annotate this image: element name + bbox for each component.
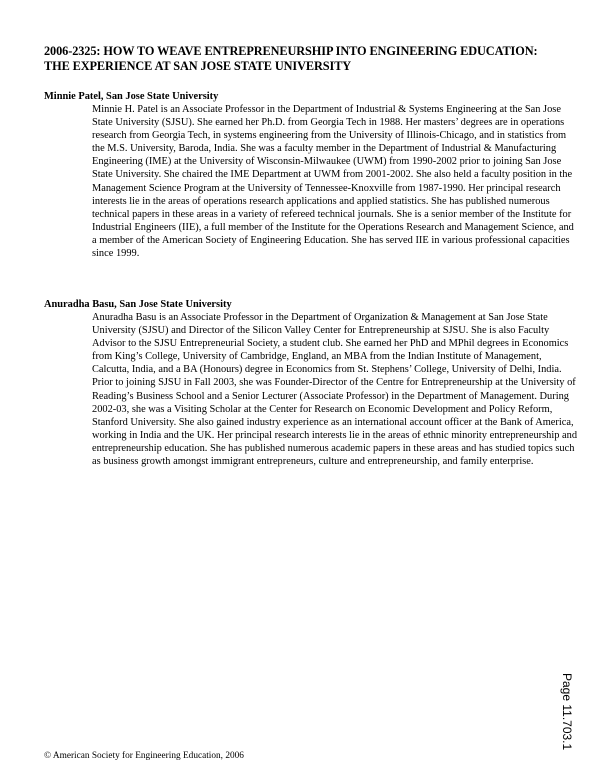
paper-title: 2006-2325: HOW TO WEAVE ENTREPRENEURSHIP INTO ENGINEERING EDUCATION: THE EXPERIENCE AT SAN JOSE STATE UNIVERSITY: [44, 44, 538, 73]
copyright-footer: © American Society for Engineering Education, 2006: [44, 751, 244, 761]
author-bio-text: Anuradha Basu is an Associate Professor in the Department of Organization & Management at San Jose State University (SJSU) and Director of the Silicon Valley Center for Entrepreneurship at SJSU. She is also Faculty Advisor to the SJSU Entrepreneurial Society, a student club. She earned her PhD and MPhil degrees in Economics from King’s College, University of Cambridge, England, an MBA from the Indian Institute of Management, Calcutta, India, and a BA (Honours) degree in Economics from St. Stephens’ College, University of Delhi, India. Prior to joining SJSU in Fall 2003, she was Founder-Director of the Centre for Entrepreneurship at the University of Reading’s Business School and a Senior Lecturer (Associate Professor) in the Department of Management. During 2002-03, she was a Visiting Scholar at the Center for Research on Economic Development and Policy Reform, Stanford University. She also gained industry experience as an international account officer at the Bank of America, working in India and the UK. Her principal research interests lie in the areas of ethnic minority entrepreneurship and entrepreneurship education. She has published numerous academic papers in these areas and has studied topics such as business growth amongst immigrant entrepreneurs, culture and entrepreneurship, and family enterprise.: [92, 312, 578, 468]
author-bio-patel: [44, 90, 580, 260]
author-heading: Anuradha Basu, San Jose State University: [44, 299, 232, 310]
author-bio-text: Minnie H. Patel is an Associate Professor in the Department of Industrial & Systems Engineering at the San Jose State University (SJSU). She earned her Ph.D. from Georgia Tech in 1988. Her masters’ degrees are in operations research from Georgia Tech, in systems engineering from the University of Illinois-Chicago, and in statistics from the M.S. University, Baroda, India. She was a faculty member in the Department of Industrial & Manufacturing Engineering (IME) at the University of Wisconsin-Milwaukee (UWM) from 1990-2002 prior to joining San Jose State University. She chaired the IME Department at UWM from 2001-2002. She also held a faculty position in the Management Science Program at the University of Tennessee-Knoxville from 1987-1990. Her principal research interests lie in the areas of operations research applications and applied statistics. She has published numerous technical papers in these areas in a variety of refereed technical journals. She is a senior member of the Institute for Industrial Engineers (IIE), a full member of the Institute for the Operations Research and Management Science, and a member of the American Society of Engineering Education. She has served IIE in various professional capacities since 1999.: [92, 104, 574, 260]
author-heading: Minnie Patel, San Jose State University: [44, 91, 219, 102]
author-bio-basu: [44, 298, 580, 468]
page-number: Page 11.703.1: [560, 673, 574, 751]
